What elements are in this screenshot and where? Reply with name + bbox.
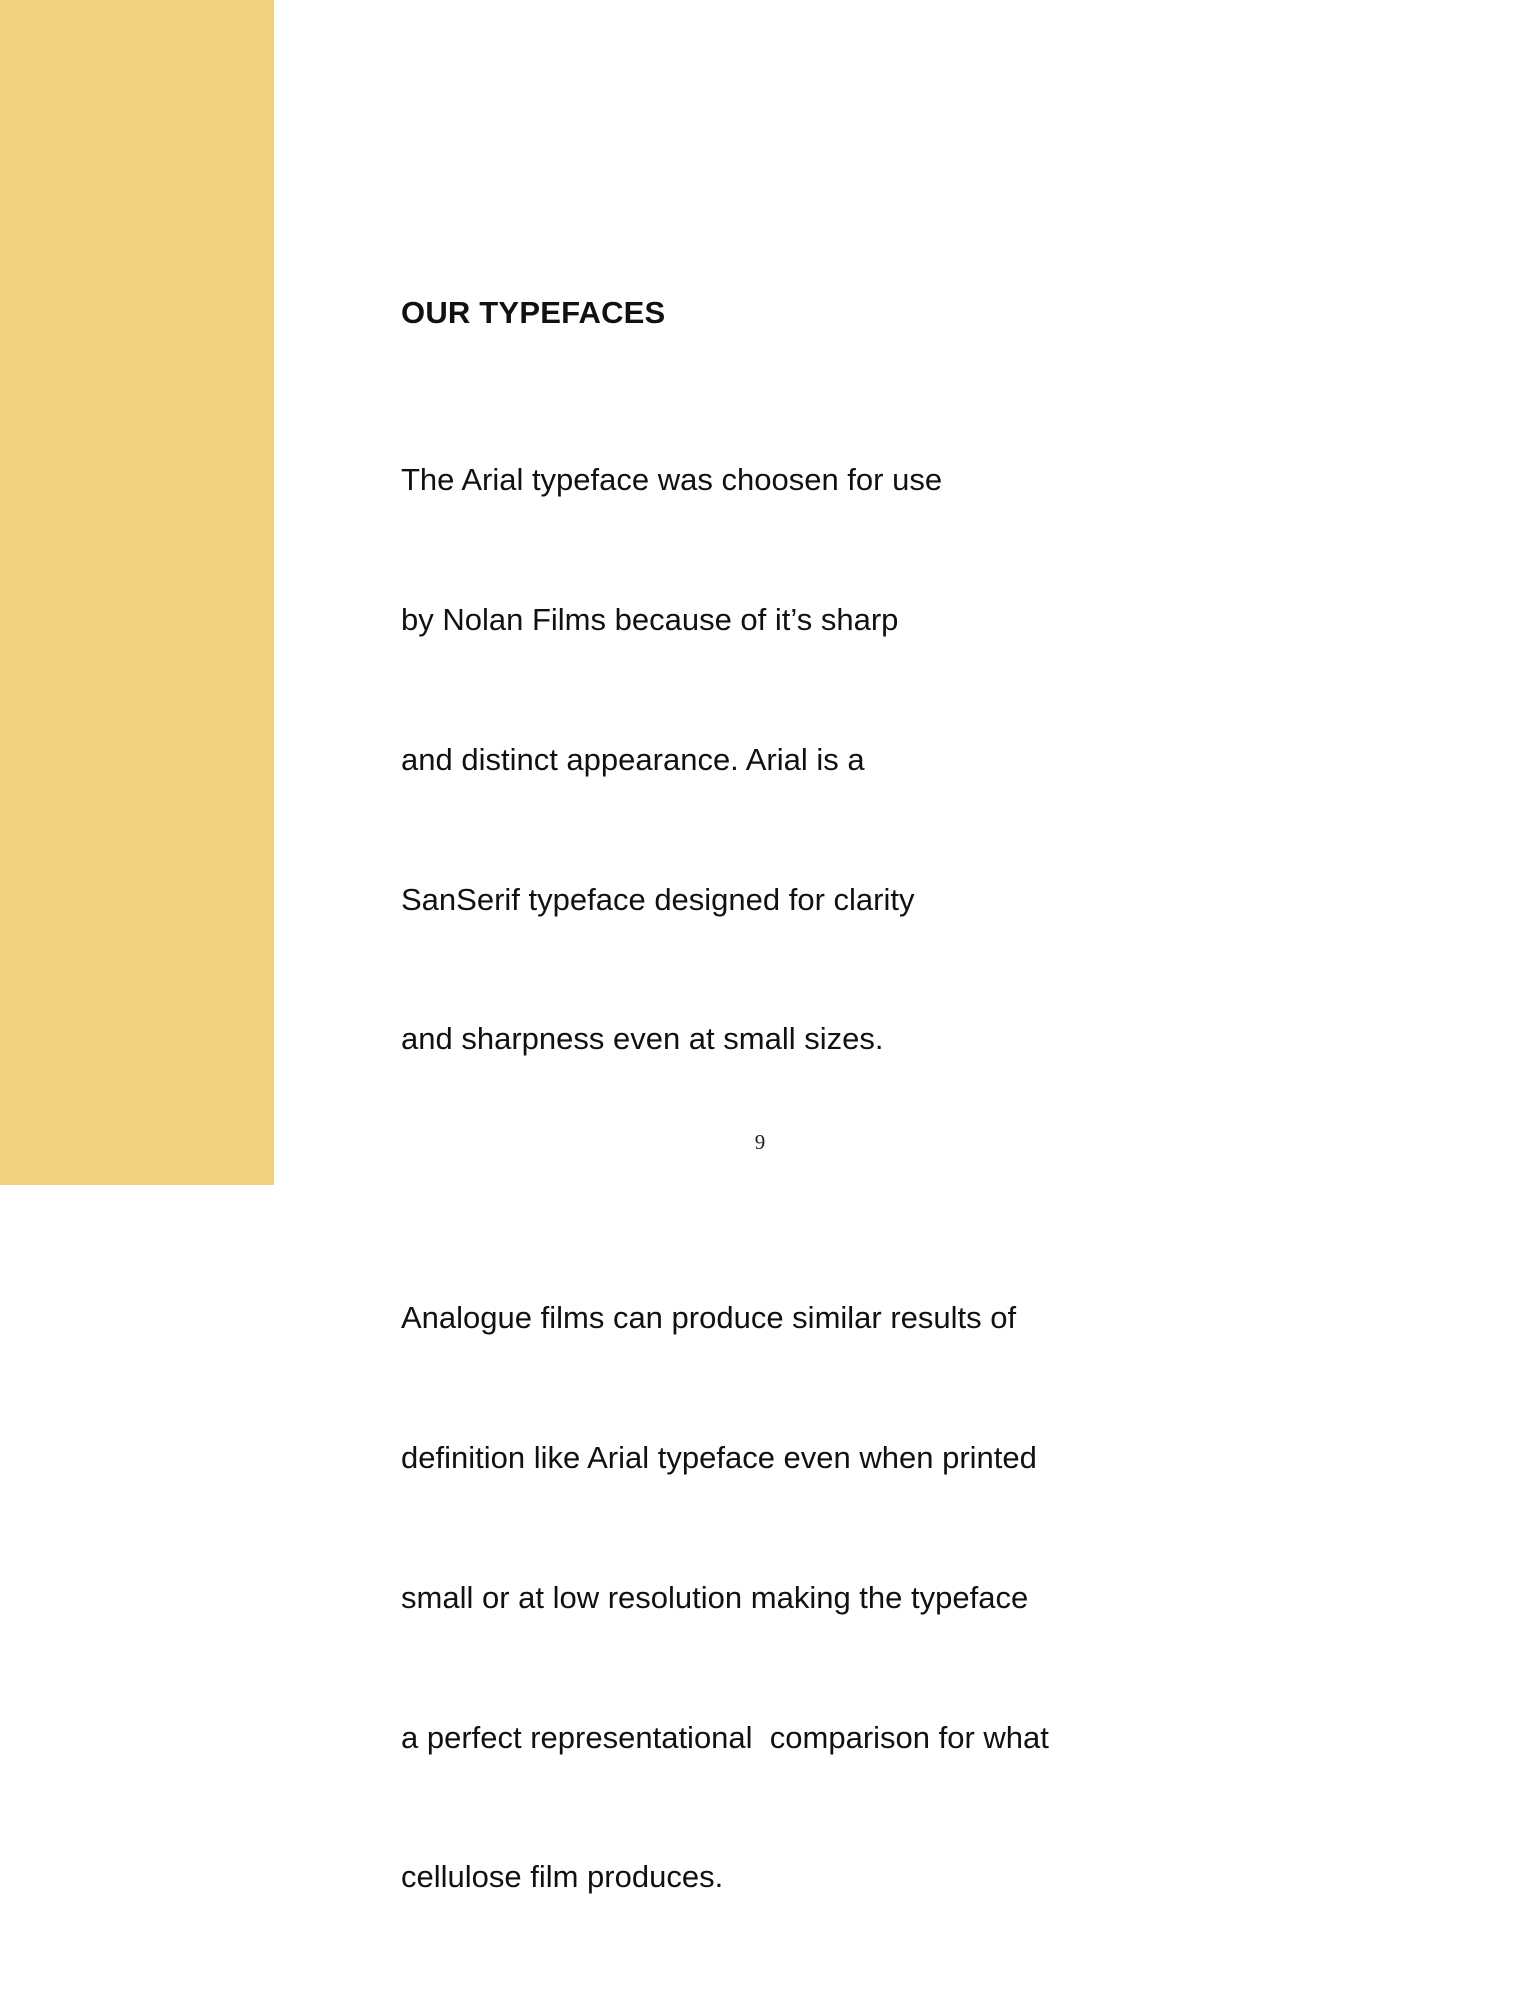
- paragraph-intro: [401, 364, 1301, 1156]
- sidebar-accent-panel: [0, 0, 274, 1185]
- paragraph-line: a perfect representational comparison for what: [401, 1719, 1049, 1755]
- paragraph-line: SanSerif typeface designed for clarity: [401, 881, 915, 917]
- paragraph-line: The Arial typeface was choosen for use: [401, 462, 943, 498]
- paragraph-comparison: [401, 1202, 1301, 1994]
- document-content: [401, 293, 1301, 1994]
- paragraph-line: and sharpness even at small sizes.: [401, 1021, 884, 1057]
- paragraph-line: small or at low resolution making the typeface: [401, 1579, 1029, 1615]
- paragraph-line: definition like Arial typeface even when printed: [401, 1440, 1037, 1476]
- paragraph-line: by Nolan Films because of it’s sharp: [401, 601, 899, 637]
- paragraph-line: Analogue films can produce similar results of: [401, 1300, 1017, 1336]
- paragraph-line: cellulose film produces.: [401, 1859, 724, 1895]
- section-heading: OUR TYPEFACES: [401, 295, 666, 330]
- page-number: 9: [754, 1130, 766, 1154]
- paragraph-line: and distinct appearance. Arial is a: [401, 741, 865, 777]
